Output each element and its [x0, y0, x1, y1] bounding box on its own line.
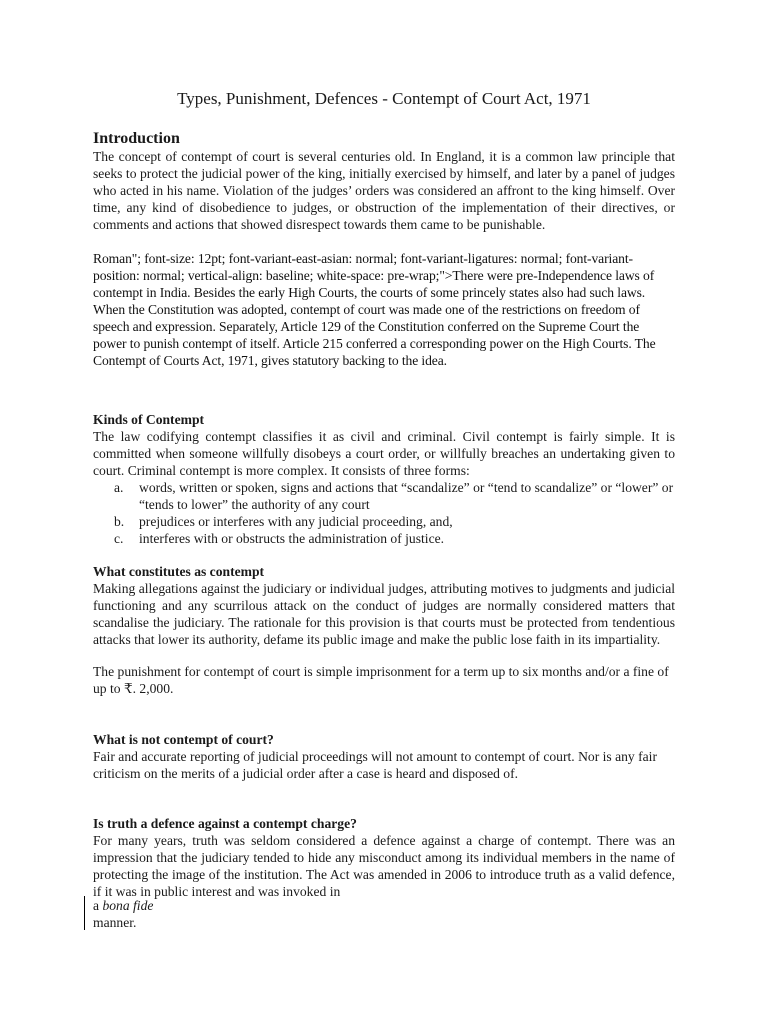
- introduction-heading: Introduction: [93, 130, 180, 147]
- bona-fide-italic: bona fide: [102, 898, 154, 913]
- list-marker: a.: [114, 480, 124, 495]
- truth-tail-prefix: a: [93, 898, 103, 913]
- truth-paragraph: For many years, truth was seldom considered a defence against a charge of contempt. There was an impression that the judiciary tended to hide any misconduct among its individual members in the name of protecting the image of the institution. The Act was amended in 2006 to introduce truth as a valid defence, if it was in public interest and was invoked in: [93, 833, 675, 899]
- list-marker: c.: [114, 531, 124, 546]
- introduction-paragraph-2: Roman"; font-size: 12pt; font-variant-east-asian: normal; font-variant-ligatures: normal; font-variant-position: normal; vertical-align: baseline; white-space: pre-wrap;">There were pre-Independence laws of contempt in India. Besides the early High Courts, the courts of some princely states also had such laws. When the Constitution was adopted, contempt of court was made one of the restrictions on freedom of speech and expression. Separately, Article 129 of the Constitution conferred on the Supreme Court the power to punish contempt of itself. Article 215 conferred a corresponding power on the High Courts. The Contempt of Courts Act, 1971, gives statutory backing to the idea.: [93, 251, 656, 368]
- text-cursor-bar: [84, 896, 85, 930]
- list-item: [93, 530, 675, 547]
- contempt-forms-list: [93, 479, 675, 547]
- not-contempt-paragraph: Fair and accurate reporting of judicial proceedings will not amount to contempt of court. Nor is any fair criticism on the merits of a judicial order after a case is heard and disposed of.: [93, 749, 657, 781]
- list-item: [93, 513, 675, 530]
- list-item-text: words, written or spoken, signs and actions that “scandalize” or “tend to scandalize” or “lower” or “tends to lower” the authority of any court: [139, 480, 674, 512]
- punishment-paragraph: The punishment for contempt of court is simple imprisonment for a term up to six months and/or a fine of up to ₹. 2,000.: [93, 664, 669, 696]
- constitutes-heading: What constitutes as contempt: [93, 564, 265, 579]
- truth-tail-end: manner.: [93, 915, 137, 930]
- truth-tail-line: [93, 897, 675, 914]
- document-title: Types, Punishment, Defences - Contempt of Court Act, 1971: [177, 89, 591, 108]
- kinds-heading: Kinds of Contempt: [93, 412, 205, 427]
- introduction-paragraph-1: The concept of contempt of court is several centuries old. In England, it is a common law principle that seeks to protect the judicial power of the king, initially exercised by himself, and later by a panel of judges who acted in his name. Violation of the judges’ orders was considered an affront to the king himself. Over time, any kind of disobedience to judges, or obstruction of the implementation of their directives, or comments and actions that showed disrespect towards them came to be punishable.: [93, 149, 675, 232]
- list-marker: b.: [114, 514, 125, 529]
- truth-heading: Is truth a defence against a contempt charge?: [93, 816, 357, 831]
- not-contempt-heading: What is not contempt of court?: [93, 732, 274, 747]
- list-item-text: prejudices or interferes with any judicial proceeding, and,: [139, 514, 453, 529]
- list-item-text: interferes with or obstructs the administration of justice.: [139, 531, 445, 546]
- list-item: [93, 479, 675, 513]
- constitutes-paragraph-1: Making allegations against the judiciary or individual judges, attributing motives to judgments and judicial functioning and any scurrilous attack on the conduct of judges are normally considered matters that scandalise the judiciary. The rationale for this provision is that courts must be protected from tendentious attacks that lower its authority, defame its public image and make the public lose faith in its impartiality.: [93, 581, 675, 647]
- kinds-paragraph: The law codifying contempt classifies it as civil and criminal. Civil contempt is fairly simple. It is committed when someone willfully disobeys a court order, or willfully breaches an undertaking given to court. Criminal contempt is more complex. It consists of three forms:: [93, 429, 675, 478]
